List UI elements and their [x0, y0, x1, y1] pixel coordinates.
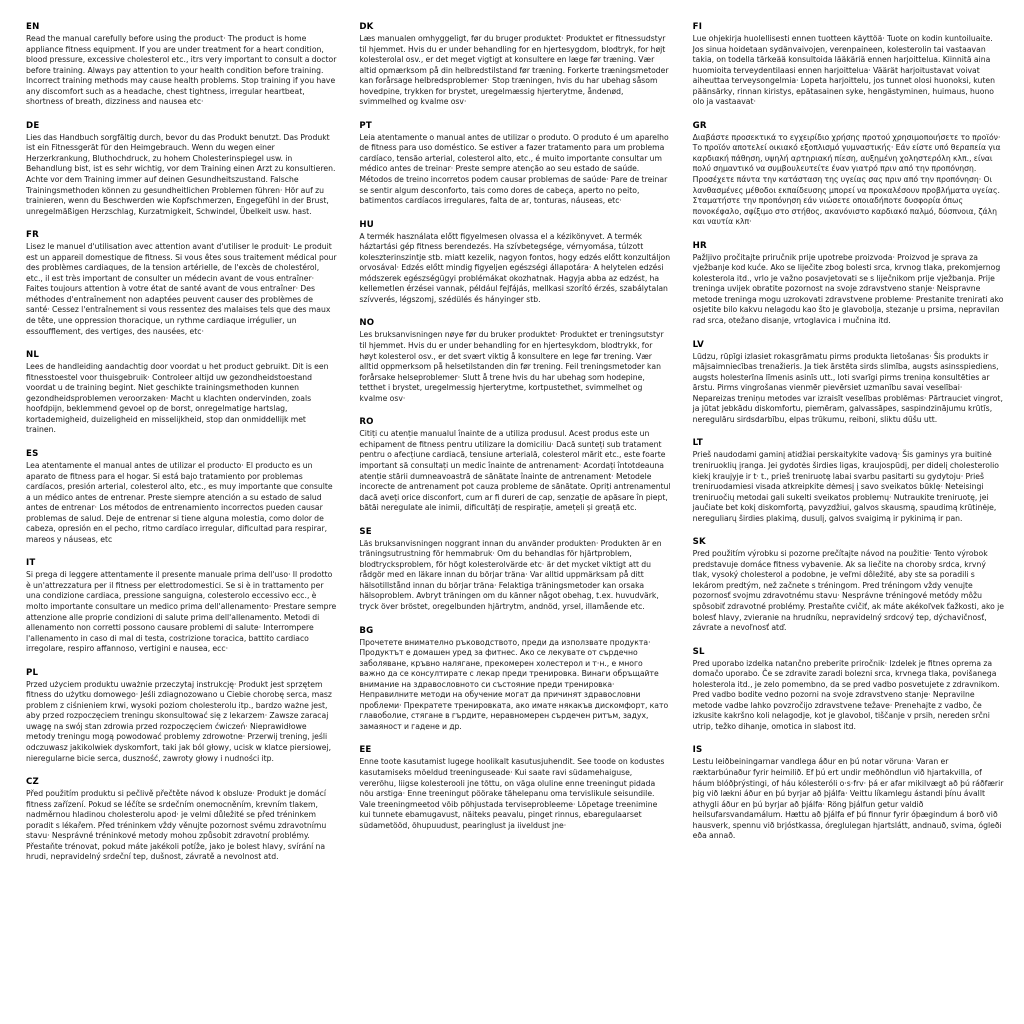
language-code-sl: SL	[692, 646, 705, 657]
language-code-is: IS	[692, 745, 703, 756]
language-entry-it	[26, 558, 337, 654]
language-column-3	[693, 22, 1004, 1014]
language-code-lv: LV	[692, 339, 704, 350]
language-entry-nl	[26, 350, 337, 436]
language-code-hu: HU	[359, 219, 374, 230]
language-entry-hr	[693, 241, 1004, 327]
language-entry-de	[26, 121, 337, 217]
language-text-hr: Pažljivo pročitajte priručnik prije upotrebe proizvoda· Proizvod je sprava za vježbanje kod kuće. Ako se liječite zbog bolesti srca, krvnog tlaka, prekomjernog kolesterola itd., vrlo je važno posavjetovati se s liječnikom prije vježbanja. Prije treninga uvijek obratite pozornost na svoje zdravstveno stanje· Neispravne metode treninga mogu uzrokovati zdravstvene probleme· Prestanite trenirati ako osjetite bilo kakvu nelagodu kao što je glavobolja, stezanje u prsima, nepravilan rad srca, otežano disanje, vrtoglavica i mučnina itd.	[692, 252, 1004, 326]
language-text-ee: Enne toote kasutamist lugege hoolikalt kasutusjuhendit. See toode on kodustes kasutamiseks mõeldud treeninguseade· Kui saate ravi südamehaiguse, vererõhu, liigse kolesterooli jne tõttu, on väga oluline enne treeningut pidada nõu arstiga· Enne treeningut pöörake tähelepanu oma tervislikule seisundile. Vale treeningmeetod võib põhjustada terviseprobleeme· Lõpetage treenimine kui tunnete ebamugavust, näiteks peavalu, pinget rinnus, ebaregulaarset südametööd, õhupuudust, pearinglust ja iiveldust jne·	[359, 757, 665, 830]
language-entry-ro	[359, 417, 670, 513]
language-text-it: Si prega di leggere attentamente il presente manuale prima dell'uso· Il prodotto è un'attrezzatura per il fitness per elettrodomestici. Se si è in trattamento per una condizione cardiaca, pressione sanguigna, colesterolo eccessivo ecc., è molto importante consultare un medico prima dell'allenamento· Prestare sempre attenzione alle proprie condizioni di salute prima dell'allenamento. Metodi di allenamento non corretti possono causare problemi di salute· Interrompere l'allenamento in caso di mal di testa, costrizione toracica, battito cardiaco irregolare, respiro affannoso, vertigini e nausea, ecc·	[26, 570, 337, 654]
language-entry-hu	[359, 220, 670, 306]
language-entry-gr	[693, 121, 1004, 228]
language-entry-is	[693, 745, 1004, 841]
language-code-no: NO	[359, 318, 375, 329]
language-code-ee: EE	[359, 745, 372, 756]
language-text-pl: Przed użyciem produktu uważnie przeczytaj instrukcję· Produkt jest sprzętem fitness do użytku domowego· Jeśli zdiagnozowano u Ciebie chorobę serca, masz problem z ciśnieniem krwi, wysoki poziom cholesterolu itp., bardzo ważne jest, aby przed rozpoczęciem treningu skonsultować się z lekarzem· Zawsze zaracaj uwagę na swój stan zdrowia przed rozpoczęciem ćwiczeń· Nieprawidłowe metody treningu mogą powodować problemy zdrowotne· Przerwij trening, jeśli odczuwasz jakikolwiek dyskomfort, taki jak ból głowy, ucisk w klatce piersiowej, nieregularne bicie serca, duszność, zawroty głowy i nudności itp.	[26, 679, 332, 763]
language-entry-fr	[26, 230, 337, 337]
language-text-is: Lestu leiðbeiningarnar vandlega áður en þú notar vöruna· Varan er ræktarbúnaður fyrir heimilið. Ef þú ert undir meðhöndlun við hjartakvilla, of háum blóðþrýstingi, of háu kólesteróli o·s·frv· þá er afar mikilvægt að þú ráðfærir þig við lækni áður en þú byrjar að þjálfa· Veittu líkamlegu ástandi þínu ávallt athygli áður en þú byrjar að þjálfa· Röng þjálfun getur valdið heilsufarsvandamálum. Hættu að þjálfa ef þú finnur fyrir óþægindum á borð við hausverk, spennu við brjóstkassa, óreglulegan hjartslátt, andnauð, svima, ógleði eða annað.	[692, 757, 1004, 841]
language-code-pl: PL	[26, 667, 39, 678]
language-code-cz: CZ	[26, 777, 39, 788]
language-code-en: EN	[26, 22, 40, 32]
language-entry-ee	[359, 745, 670, 831]
language-entry-lv	[693, 340, 1004, 426]
language-text-lt: Prieš naudodami gaminį atidžiai perskaitykite vadovą· Šis gaminys yra buitinė treniruoklių įranga. Jei gydotės širdies ligas, kraujospūdį, per didelį cholesterolio kiekį kraujyje ir t· t., prieš treniruotę labai svarbu pasitarti su gydytoju· Prieš treniruodamiesi visada atkreipkite dėmesį į savo sveikatos būklę· Neteisingi treniruočių metodai gali sukelti sveikatos problemų· Nutraukite treniruotę, jei jaučiate bet kokį diskomfortą, pavyzdžiui, galvos skausmą, spaudimą krūtinėje, nereguliarų širdies plakimą, dusulį, galvos svaigimą ir pykinimą ir pan.	[692, 450, 999, 523]
language-entry-bg	[359, 626, 670, 733]
language-entry-sl	[693, 647, 1004, 733]
language-text-hu: A termék használata előtt figyelmesen olvassa el a kézikönyvet. A termék háztartási gép fitness berendezés. Ha szívbetegsége, vérnyomása, túlzott koleszterinszintje stb. miatt kezelik, nagyon fontos, hogy edzés előtt konzultáljon orvosával· Edzés előtt mindig figyeljen egészségi állapotára· A helytelen edzési módszerek egészségügyi problémákat okozhatnak. Hagyja abba az edzést, ha kellemetlen érzései vannak, például fejfájás, mellkasi szorító érzés, szabálytalan szívverés, légszomj, szédülés és hányinger stb.	[359, 231, 671, 304]
language-code-lt: LT	[692, 438, 703, 449]
language-text-gr: Διαβάστε προσεκτικά το εγχειρίδιο χρήσης προτού χρησιμοποιήσετε το προϊόν· Το προϊόν αποτελεί οικιακό εξοπλισμό γυμναστικής· Εάν είστε υπό θεραπεία για καρδιακή πάθηση, υψηλή αρτηριακή πίεση, αυξημένη χοληστερόλη κλπ., είναι πολύ σημαντικό να συμβουλευτείτε έναν γιατρό πριν από την προπόνηση. Προσέχετε πάντα την κατάσταση της υγείας σας πριν από την προπόνηση· Οι λανθασμένες μέθοδοι εκπαίδευσης μπορεί να προκαλέσουν προβλήματα υγείας. Σταματήστε την προπόνηση εάν νιώσετε οποιαδήποτε δυσφορία όπως πονοκέφαλο, σφίξιμο στο στήθος, ακανόνιστο καρδιακό παλμό, δύσπνοια, ζάλη και ναυτία κλπ·	[692, 132, 1001, 227]
language-text-pt: Leia atentamente o manual antes de utilizar o produto. O produto é um aparelho de fitness para uso doméstico. Se estiver a fazer tratamento para um problema cardíaco, tensão arterial, colesterol alto, etc., é muito importante consultar um médico antes de treinar· Preste sempre atenção ao seu estado de saúde. Métodos de treino incorretos podem causar problemas de saúde· Pare de treinar se sentir algum desconforto, tais como dores de cabeça, aperto no peito, batimentos cardíacos irregulares, falta de ar, tonturas, náuseas, etc·	[359, 132, 669, 206]
language-entry-no	[359, 318, 670, 404]
language-text-fr: Lisez le manuel d'utilisation avec attention avant d'utiliser le produit· Le produit est un appareil domestique de fitness. Si vous êtes sous traitement médical pour des problèmes cardiaques, de la tension artérielle, de l'excès de cholestérol, etc., il est très important de consulter un médecin avant de vous entraîner· Faites toujours attention à votre état de santé avant de vous entraîner· Des méthodes d'entraînement non adaptées peuvent causer des problèmes de santé· Cessez l'entraînement si vous ressentez des malaises tels que des maux de tête, une oppression thoracique, un rythme cardiaque irrégulier, un essoufflement, des vertiges, des nausées, etc·	[26, 242, 337, 336]
language-entry-fi	[693, 22, 1004, 108]
language-entry-cz	[26, 777, 337, 863]
language-text-fi: Lue ohjekirja huolellisesti ennen tuotteen käyttöä· Tuote on kodin kuntoiluaite. Jos sinua hoidetaan sydänvaivojen, verenpaineen, kolesterolin tai vastaavan takia, on todella tärkeää konsultoida lääkäriä ennen harjoittelua. Kiinnitä aina huomioita terveydentilaasi ennen harjoittelua· Väärät harjoitustavat voivat aiheuttaa terveysongelmia· Lopeta harjoittelu, jos tunnet olosi huonoksi, kuten päänsärky, rinnan kiristys, epätasainen syke, hengästyminen, huimaus, huono olo ja vastaavat·	[692, 34, 995, 107]
language-text-en: Read the manual carefully before using the product· The product is home appliance fitness equipment. If you are under treatment for a heart condition, blood pressure, excessive cholesterol etc., itrs very important to consult a doctor before training. Always pay attention to your health condition before training. Incorrect training methods may cause health problems. Stop training if you have any discomfort such as a headache, chest tightness, irregular heartbeat, shortness of breath, dizziness and nausea etc·	[26, 34, 337, 107]
language-entry-lt	[693, 438, 1004, 524]
language-code-gr: GR	[692, 120, 707, 131]
language-entry-pl	[26, 668, 337, 764]
language-code-fi: FI	[692, 22, 703, 32]
language-text-cz: Před použitím produktu si pečlivě přečtěte návod k obsluze· Produkt je domácí fitness zařízení. Pokud se léčíte se srdečním onemocněním, krevním tlakem, nadměrnou hladinou cholesterolu apod· je velmi důležité se před tréninkem poradit s lékařem. Před tréninkem vždy věnujte pozornost svému zdravotnímu stavu· Nesprávné tréninkové metody mohou způsobit zdravotní problémy. Přestaňte trénovat, pokud máte jakékoli potíže, jako je bolest hlavy, svírání na hrudi, nepravidelný srdeční tep, dušnost, závratě a nevolnost atd.	[26, 789, 327, 862]
language-entry-sk	[693, 537, 1004, 633]
language-code-hr: HR	[692, 240, 707, 251]
language-code-nl: NL	[26, 350, 40, 361]
language-text-se: Läs bruksanvisningen noggrant innan du använder produkten· Produkten är en träningsutrustning för hemmabruk· Om du behandlas för hjärtproblem, blodtrycksproblem, för högt kolesterolvärde etc· är det mycket viktigt att du rådgör med en läkare innan du börjar träna· Var alltid uppmärksam på ditt hälsotillstånd innan du börjar träna· Felaktiga träningsmetoder kan orsaka hälsoproblem. Avbryt träningen om du känner något obehag, t.ex. huvudvärk, tryck över bröstet, oregelbunden hjärtrytm, andnöd, yrsel, illamående etc.	[359, 538, 662, 611]
language-code-es: ES	[26, 448, 39, 459]
language-text-sl: Pred uporabo izdelka natančno preberite priročnik· Izdelek je fitnes oprema za domačo uporabo. Če se zdravite zaradi bolezni srca, krvnega tlaka, povišanega holesterola itd., je zelo pomembno, da se pred vadbo posvetujete z zdravnikom. Pred vadbo bodite vedno pozorni na svoje zdravstveno stanje· Nepravilne metode vadbe lahko povzročijo zdravstvene težave· Prenehajte z vadbo, če izkusite kakršno koli nelagodje, kot je glavobol, tiščanje v prsih, nereden srčni utrip, težko dihanje, omotica in slabost itd.	[692, 658, 1000, 731]
language-text-es: Lea atentamente el manual antes de utilizar el producto· El producto es un aparato de fitness para el hogar. Si está bajo tratamiento por problemas cardíacos, presión arterial, colesterol alto, etc., es muy importante que consulte a un médico antes de entrenar. Preste siempre atención a su estado de salud antes de entrenar· Los métodos de entrenamiento incorrectos pueden causar problemas de salud. Deje de entrenar si tiene alguna molestia, como dolor de cabeza, opresión en el pecho, ritmo cardíaco irregular, dificultad para respirar, mareos y náuseas, etc	[26, 460, 333, 544]
language-code-dk: DK	[359, 22, 374, 32]
language-code-se: SE	[359, 526, 372, 537]
language-code-ro: RO	[359, 417, 374, 428]
language-text-no: Les bruksanvisningen nøye før du bruker produktet· Produktet er treningsutstyr til hjemmet. Hvis du er under behandling for en hjertesykdom, blodtrykk, for høyt kolesterol osv., er det svært viktig å konsultere en lege før trening. Vær alltid oppmerksom på helsetilstanden din før trening. Feil treningsmetoder kan forårsake helseproblemer· Slutt å trene hvis du har ubehag som hodepine, tetthet i brystet, uregelmessig hjerterytme, kortpustethet, svimmelhet og kvalme osv·	[359, 330, 664, 403]
language-entry-dk	[359, 22, 670, 108]
language-entry-en	[26, 22, 337, 108]
language-entry-es	[26, 449, 337, 545]
language-code-fr: FR	[26, 230, 39, 241]
language-code-bg: BG	[359, 625, 374, 636]
language-text-sk: Pred použitím výrobku si pozorne prečítajte návod na použitie· Tento výrobok predstavuje domáce fitness vybavenie. Ak sa liečite na choroby srdca, krvný tlak, vysoký cholesterol a podobne, je veľmi dôležité, aby ste sa poradili s lekárom predtým, než začnete s tréningom. Pred tréningom vždy venujte pozornosť svojmu zdravotnému stavu· Nesprávne tréningové metódy môžu spôsobiť zdravotné problémy. Prestaňte cvičiť, ak máte akékoľvek ťažkosti, ako je bolesť hlavy, zvieranie na hrudníku, nepravidelný srdcový tep, dýchavičnosť, závrate a nevoľnosť atď.	[692, 549, 1004, 633]
language-entry-se	[359, 527, 670, 613]
language-text-bg: Прочетете внимателно ръководството, преди да използвате продукта· Продуктът е домашен уред за фитнес. Ако се лекувате от сърдечно заболяване, кръвно налягане, прекомерен холестерол и т·н., е много важно да се консултирате с лекар преди тренировка. Винаги обръщайте внимание на здравословното си състояние преди тренировка· Неправилните методи на обучение могат да причинят здравословни проблеми· Прекратете тренировката, ако имате някакъв дискомфорт, като главоболие, стягане в гърдите, неравномерен сърдечен ритъм, задух, замаяност и гадене и др.	[359, 637, 669, 731]
language-code-pt: PT	[359, 120, 372, 131]
language-column-2	[359, 22, 670, 1014]
language-column-1	[26, 22, 337, 1014]
language-text-dk: Læs manualen omhyggeligt, før du bruger produktet· Produktet er fitnessudstyr til hjemmet. Hvis du er under behandling for en hjertesygdom, blodtryk, for højt kolesterolal osv., er det meget vigtigt at konsultere en læge før træning. Vær altid opmærksom på din helbredstilstand før træning. Forkerte træningsmetoder kan forårsage helbredsproblemer· Stop træningen, hvis du har ubehag såsom hovedpine, trykken for brystet, uregelmæssig hjerterytme, åndenød, svimmelhed og kvalme osv·	[359, 34, 669, 107]
language-text-de: Lies das Handbuch sorgfältig durch, bevor du das Produkt benutzt. Das Produkt ist ein Fitnessgerät für den Heimgebrauch. Wenn du wegen einer Herzerkrankung, Bluthochdruck, zu hohem Cholesterinspiegel usw. in Behandlung bist, ist es sehr wichtig, vor dem Training einen Arzt zu konsultieren. Achte vor dem Training immer auf deinen Gesundheitszustand. Falsche Trainingsmethoden können zu gesundheitlichen Problemen führen· Hör auf zu trainieren, wenn du Beschwerden wie Kopfschmerzen, Engegefühl in der Brust, unregelmäßigen Herzschlag, Kurzatmigkeit, Schwindel, Übelkeit usw. hast.	[26, 132, 336, 216]
language-code-it: IT	[26, 558, 36, 569]
language-entry-pt	[359, 121, 670, 207]
language-text-ro: Citiți cu atenție manualul înainte de a utiliza produsul. Acest produs este un echipament de fitness pentru utilizare la domiciliu· Dacă sunteți sub tratament pentru o afecțiune cardiacă, tensiune arterială, colesterol mărit etc., este foarte important să consultați un medic înainte de antrenament· Acordați întotdeauna atenție stării dumneavoastră de sănătate înainte de antrenament· Metodele incorecte de antrenament pot cauza probleme de sănătate. Opriți antrenamentul dacă aveți orice disconfort, cum ar fi dureri de cap, senzație de apăsare în piept, bătăi neregulate ale inimii, dificultăți de respirație, amețeli și greață etc.	[359, 429, 671, 513]
language-text-lv: Lūdzu, rūpīgi izlasiet rokasgrāmatu pirms produkta lietošanas· Šis produkts ir mājsaimniecības trenažieris. Ja tiek ārstēta sirds slimība, augsts asinsspiediens, augsts holesterīna līmenis asinīs utt., loti svarīgi pirms treniņa konsultēties ar ārstu. Pirms vingrošanas vienmēr pievērsiet uzmanību savai veselībai· Nepareizas treniņu metodes var izraisīt veselības problēmas· Pārtrauciet vingrot, ja jūtat jebkādu diskomfortu, piemēram, galvassāpes, saspindzinājumu krūtīs, neregulāru sirdsdarbību, elpas trūkumu, reiboni, sliktu dūšu utt.	[692, 351, 1003, 424]
language-text-nl: Lees de handleiding aandachtig door voordat u het product gebruikt. Dit is een fitnesstoestel voor thuisgebruik· Controleer altijd uw gezondheidstoestand voordat u de training begint. Niet geschikte trainingsmethoden kunnen gezondheidsproblemen veroorzaken· Macht u klachten ondervinden, zoals hoofdpijn, beklemmend gevoel op de borst, onregelmatige hartslag, kortademigheid, duizeligheid en misselijkheid, stop dan onmiddellijk met trainen.	[26, 362, 329, 435]
language-code-sk: SK	[692, 537, 706, 548]
language-code-de: DE	[26, 120, 40, 131]
